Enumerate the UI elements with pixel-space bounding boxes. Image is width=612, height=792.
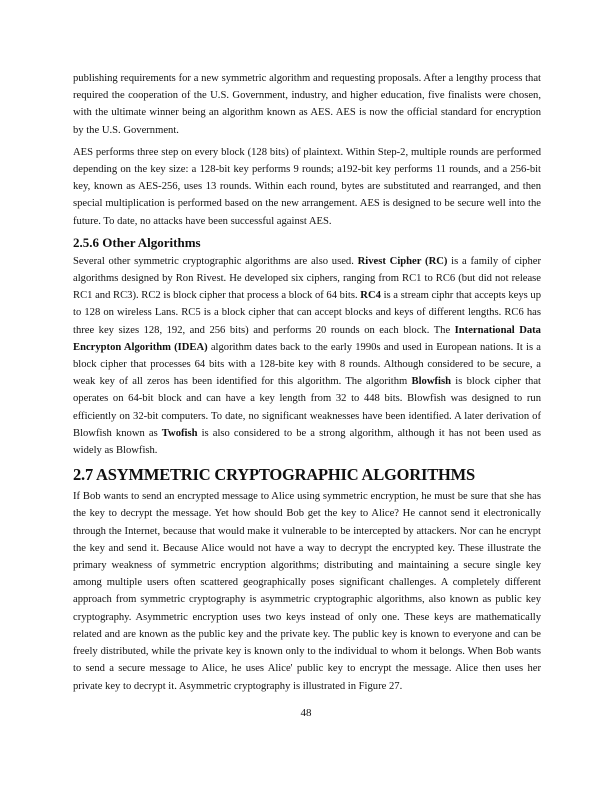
text-run: Several other symmetric cryptographic algorithms are also used.: [73, 255, 358, 267]
page-number: 48: [300, 707, 312, 719]
text-run: algorithm dates back to the early 1990s and used in European nations. It is a block cipher that processes 64 bits with a 128-bite key with 8 rounds. Although considered to be secure, a weak key of all zeros has been identified for this algorithm. The algorithm: [73, 341, 541, 388]
heading-other-algorithms: 2.5.6 Other Algorithms: [73, 234, 201, 250]
term-rc4: RC4: [360, 290, 381, 302]
text-run: is a family of cipher algorithms designed by Ron Rivest. He developed six ciphers, ranging from RC1 to RC6 (but did not release RC1 and RC3). RC2 is block cipher that process a block of 64 bits.: [73, 255, 541, 302]
term-blowfish: Blowfish: [411, 376, 451, 388]
paragraph-other-algorithms: [73, 253, 541, 459]
text-run: is a stream ciphr that accepts keys up to 128 on wireless Lans. RC5 is a block cipher that can accept blocks and keys of different lengths. RC6 has three key sizes 128, 192, and 256 bits) and performs 20 rounds on each block. The: [73, 290, 541, 336]
document-page: [73, 70, 541, 700]
text-run: is block cipher that operates on 64-bit block and can have a key length from 32 to 448 bits. Blowfish was designed to run efficiently on 32-bit computers. To date, no significant weaknesses have been identified. A later derivation of Blowfish known as: [73, 376, 541, 439]
heading-asymmetric: 2.7 ASYMMETRIC CRYPTOGRAPHIC ALGORITHMS: [73, 465, 476, 485]
paragraph-asymmetric: If Bob wants to send an encrypted message to Alice using symmetric encryption, he must be sure that she has the key to decrypt the message. Yet how should Bob get the key to Alice? He cannot send it electronically through the Internet, because that would make it vulnerable to be intercepted by attackers. Nor can he encrypt the key and send it. Because Alice would not have a way to decrypt the encrypted key. These illustrate the primary weakness of symmetric encryption algorithms; distributing and maintaining a secure single key among multiple users often scattered geographically poses significant challenges. A completely different approach from symmetric cryptography is asymmetric cryptographic algorithms, also known as public key cryptography. Asymmetric encryption uses two keys instead of only one. These keys are mathematically related and are known as the public key and the private key. The public key is known to everyone and can be freely distributed, while the private key is known only to the individual to whom it belongs. When Bob wants to send a secure message to Alice, he uses Alice' public key to encrypt the message. Alice then uses her private key to decrypt it. Asymmetric cryptography is illustrated in Figure 27.: [73, 491, 541, 692]
text-run: is also considered to be a strong algorithm, although it has not been used as widely as Blowfish.: [73, 427, 541, 457]
paragraph-aes-continuation: publishing requirements for a new symmetric algorithm and requesting proposals. After a lengthy process that required the cooperation of the U.S. Government, industry, and higher education, five finalists were chosen, with the ultimate winner being an algorithm known as AES. AES is now the official standard for encryption by the U.S. Government.: [73, 73, 541, 136]
term-rivest-cipher: Rivest Cipher (RC): [357, 255, 448, 267]
paragraph-aes-rounds: AES performs three step on every block (128 bits) of plaintext. Within Step-2, multiple rounds are performed depending on the key size: a 128-bit key performs 9 rounds; a192-bit key performs 11 rounds, and a 256-bit key, known as AES-256, uses 13 rounds. Within each round, bytes are substituted and rearranged, and then special multiplication is performed based on the new arrangement. AES is designed to be secure well into the future. To date, no attacks have been successful against AES.: [73, 146, 541, 227]
term-twofish: Twofish: [161, 427, 198, 439]
term-idea: International Data Encrypton Algorithm (IDEA): [73, 324, 541, 353]
